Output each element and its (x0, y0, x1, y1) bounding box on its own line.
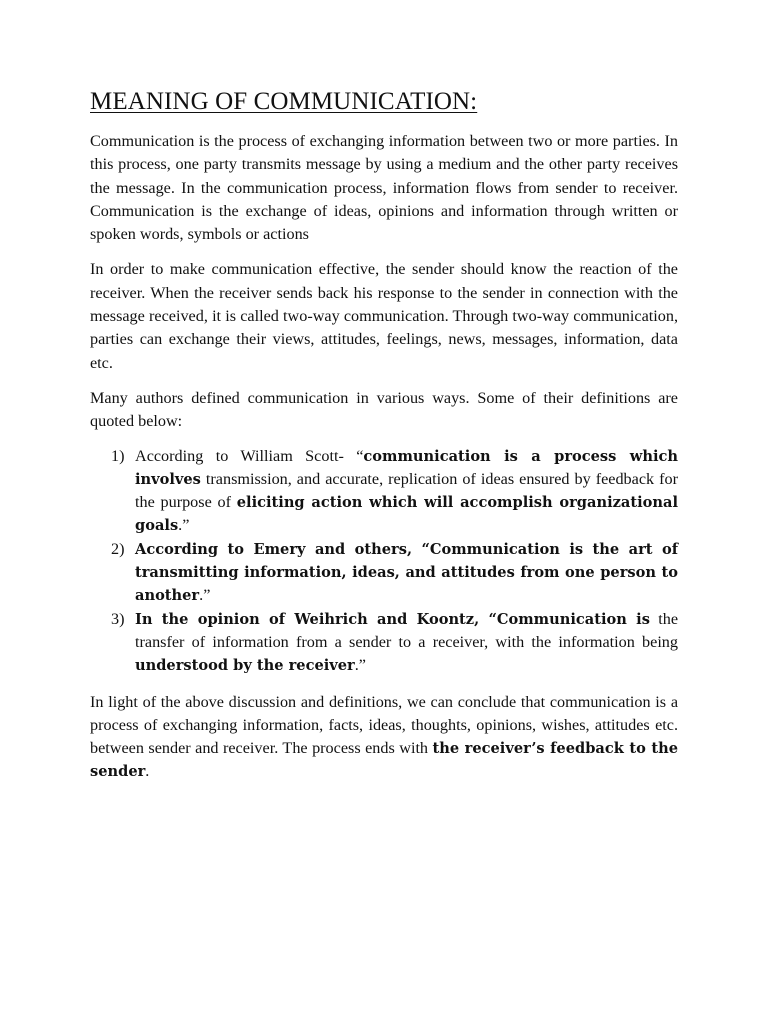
list-item-text (135, 538, 678, 608)
list-item-number: 1) (111, 446, 125, 465)
conclusion-bold-text: the receiver’s feedback to the sender (90, 740, 678, 781)
list-item (90, 445, 678, 538)
definition-quote-bold: eliciting action which will accomplish organizational goals (135, 494, 678, 535)
definition-text: .” (199, 586, 211, 605)
definition-text: According to William Scott- “ (135, 446, 364, 465)
paragraph-two-way: In order to make communication effective, the sender should know the reaction of the receiver. When the receiver sends back his response to the sender in connection with the message received, it is called two-way communication. Through two-way communication, parties can exchange their views, attitudes, feelings, news, messages, information, data etc. (90, 260, 678, 372)
list-item (90, 538, 678, 608)
paragraph-authors-intro: Many authors defined communication in various ways. Some of their definitions are quoted below: (90, 388, 678, 431)
paragraph-definition: Communication is the process of exchanging information between two or more parties. In this process, one party transmits message by using a medium and the other party receives the message. In the communication process, information flows from sender to receiver. Communication is the exchange of ideas, opinions and information through written or spoken words, symbols or actions (90, 132, 678, 244)
list-item-number: 2) (111, 539, 125, 558)
list-item-text (135, 445, 678, 538)
conclusion-end: . (145, 762, 150, 781)
paragraph-conclusion (90, 691, 678, 784)
list-item-number: 3) (111, 609, 125, 628)
definition-quote-bold: According to Emery and others, “Communication is the art of transmitting information, ideas, and attitudes from one person to another (135, 540, 678, 605)
definition-quote-bold: communication is a process which involves (135, 447, 678, 488)
definition-text: .” (178, 516, 190, 535)
definitions-list (90, 445, 678, 678)
definition-quote-bold: In the opinion of Weihrich and Koontz, “Communication is (135, 610, 650, 628)
definition-text: transmission, and accurate, replication of ideas ensured by feedback for the purpose of (135, 469, 678, 512)
list-item (90, 608, 678, 678)
definition-quote-bold: understood by the receiver (135, 657, 355, 675)
conclusion-text: In light of the above discussion and definitions, we can conclude that communication is a process of exchanging information, facts, ideas, thoughts, opinions, wishes, attitudes etc. between sender and receiver. The process ends with (90, 692, 678, 758)
definition-text: the transfer of information from a sender to a receiver, with the information being (135, 609, 678, 651)
list-item-text (135, 608, 678, 678)
page-title: MEANING OF COMMUNICATION: (90, 88, 478, 115)
definition-text: .” (354, 656, 366, 675)
